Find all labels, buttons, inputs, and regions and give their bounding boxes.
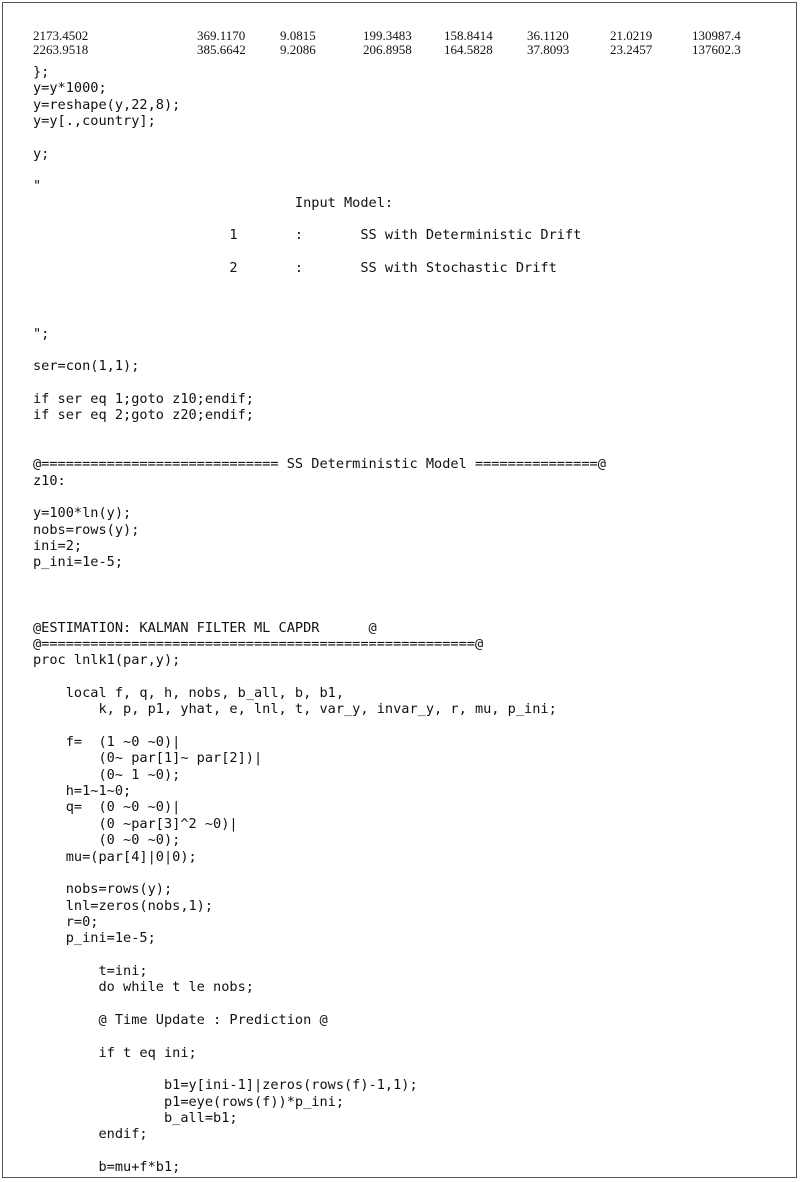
data-cell: 2173.4502 [33, 28, 89, 43]
data-table [33, 28, 773, 56]
code-line: (0~ par[1]~ par[2])| [33, 750, 263, 767]
data-cell: 199.3483 [363, 28, 412, 43]
code-line: q= (0 ~0 ~0)| [33, 799, 181, 816]
data-cell: 164.5828 [444, 42, 493, 57]
code-line [33, 587, 606, 603]
code-line: (0~ 1 ~0); [33, 766, 181, 783]
code-line: @============================= SS Deterministic Model ===============@ [33, 456, 606, 473]
code-line: 2 : SS with Stochastic Drift [33, 260, 557, 277]
data-cell: 2263.9518 [33, 42, 89, 57]
data-row [33, 42, 773, 56]
data-cell: 9.2086 [280, 42, 316, 57]
data-cell: 158.8414 [444, 28, 493, 43]
data-cell: 137602.3 [692, 42, 741, 57]
code-line [33, 1143, 606, 1159]
code-line [33, 718, 606, 734]
code-line: ini=2; [33, 537, 83, 554]
code-line: if ser eq 1;goto z10;endif; [33, 390, 254, 407]
code-line: ser=con(1,1); [33, 358, 140, 375]
data-cell: 206.8958 [363, 42, 412, 57]
code-line: 1 : SS with Deterministic Drift [33, 227, 582, 244]
code-line: t=ini; [33, 962, 148, 979]
code-line: r=0; [33, 913, 99, 930]
code-line: (0 ~0 ~0); [33, 832, 181, 849]
code-line [33, 162, 606, 178]
code-line [33, 1028, 606, 1044]
data-cell: 130987.4 [692, 28, 741, 43]
code-line: y=y[.,country]; [33, 113, 156, 130]
code-line: proc lnlk1(par,y); [33, 652, 181, 669]
data-cell: 37.8093 [527, 42, 570, 57]
code-line [33, 603, 606, 619]
code-line [33, 489, 606, 505]
code-line: endif; [33, 1126, 148, 1143]
code-line: z10: [33, 472, 66, 489]
code-line: f= (1 ~0 ~0)| [33, 734, 181, 751]
code-line [33, 669, 606, 685]
code-line [33, 996, 606, 1012]
code-line [33, 309, 606, 325]
code-line [33, 244, 606, 260]
code-line: y=100*ln(y); [33, 505, 132, 522]
code-line [33, 947, 606, 963]
data-cell: 21.0219 [610, 28, 653, 43]
code-line: @=====================================================@ [33, 636, 484, 653]
data-cell: 385.6642 [197, 42, 246, 57]
code-line [33, 424, 606, 440]
code-line: y=y*1000; [33, 80, 107, 97]
code-line: b_all=b1; [33, 1110, 238, 1126]
code-listing [33, 64, 606, 1175]
code-line: do while t le nobs; [33, 979, 254, 996]
code-line: nobs=rows(y); [33, 521, 140, 538]
code-line: y=reshape(y,22,8); [33, 96, 181, 113]
code-line [33, 211, 606, 227]
data-cell: 9.0815 [280, 28, 316, 43]
code-line: local f, q, h, nobs, b_all, b, b1, [33, 685, 344, 702]
code-line: "; [33, 325, 50, 342]
code-line [33, 440, 606, 456]
code-line: b1=y[ini-1]|zeros(rows(f)-1,1); [33, 1077, 418, 1094]
code-line [33, 342, 606, 358]
code-line: (0 ~par[3]^2 ~0)| [33, 815, 238, 832]
code-line [33, 571, 606, 587]
data-cell: 23.2457 [610, 42, 653, 57]
code-line: k, p, p1, yhat, e, lnl, t, var_y, invar_y, r, mu, p_ini; [33, 701, 557, 718]
code-line [33, 129, 606, 145]
code-line: b=mu+f*b1; [33, 1159, 181, 1176]
code-line: h=1~1~0; [33, 783, 132, 800]
code-line: @ESTIMATION: KALMAN FILTER ML CAPDR @ [33, 619, 377, 636]
code-line: nobs=rows(y); [33, 881, 173, 898]
code-line [33, 375, 606, 391]
code-line [33, 865, 606, 881]
code-line [33, 293, 606, 309]
code-line: }; [33, 64, 50, 80]
data-row [33, 28, 773, 42]
data-cell: 36.1120 [527, 28, 569, 43]
code-line: y; [33, 145, 50, 162]
code-line: lnl=zeros(nobs,1); [33, 897, 214, 914]
code-line: @ Time Update : Prediction @ [33, 1011, 328, 1028]
code-line: " [33, 178, 42, 195]
code-line: p_ini=1e-5; [33, 930, 156, 947]
code-line: if ser eq 2;goto z20;endif; [33, 407, 254, 424]
document-page [2, 2, 797, 1178]
code-line: mu=(par[4]|0|0); [33, 848, 197, 865]
code-line: p_ini=1e-5; [33, 554, 124, 571]
code-line: if t eq ini; [33, 1044, 197, 1061]
code-line: Input Model: [33, 194, 394, 211]
code-line [33, 1061, 606, 1077]
code-line: p1=eye(rows(f))*p_ini; [33, 1093, 344, 1110]
code-line [33, 276, 606, 292]
data-cell: 369.1170 [197, 28, 246, 43]
